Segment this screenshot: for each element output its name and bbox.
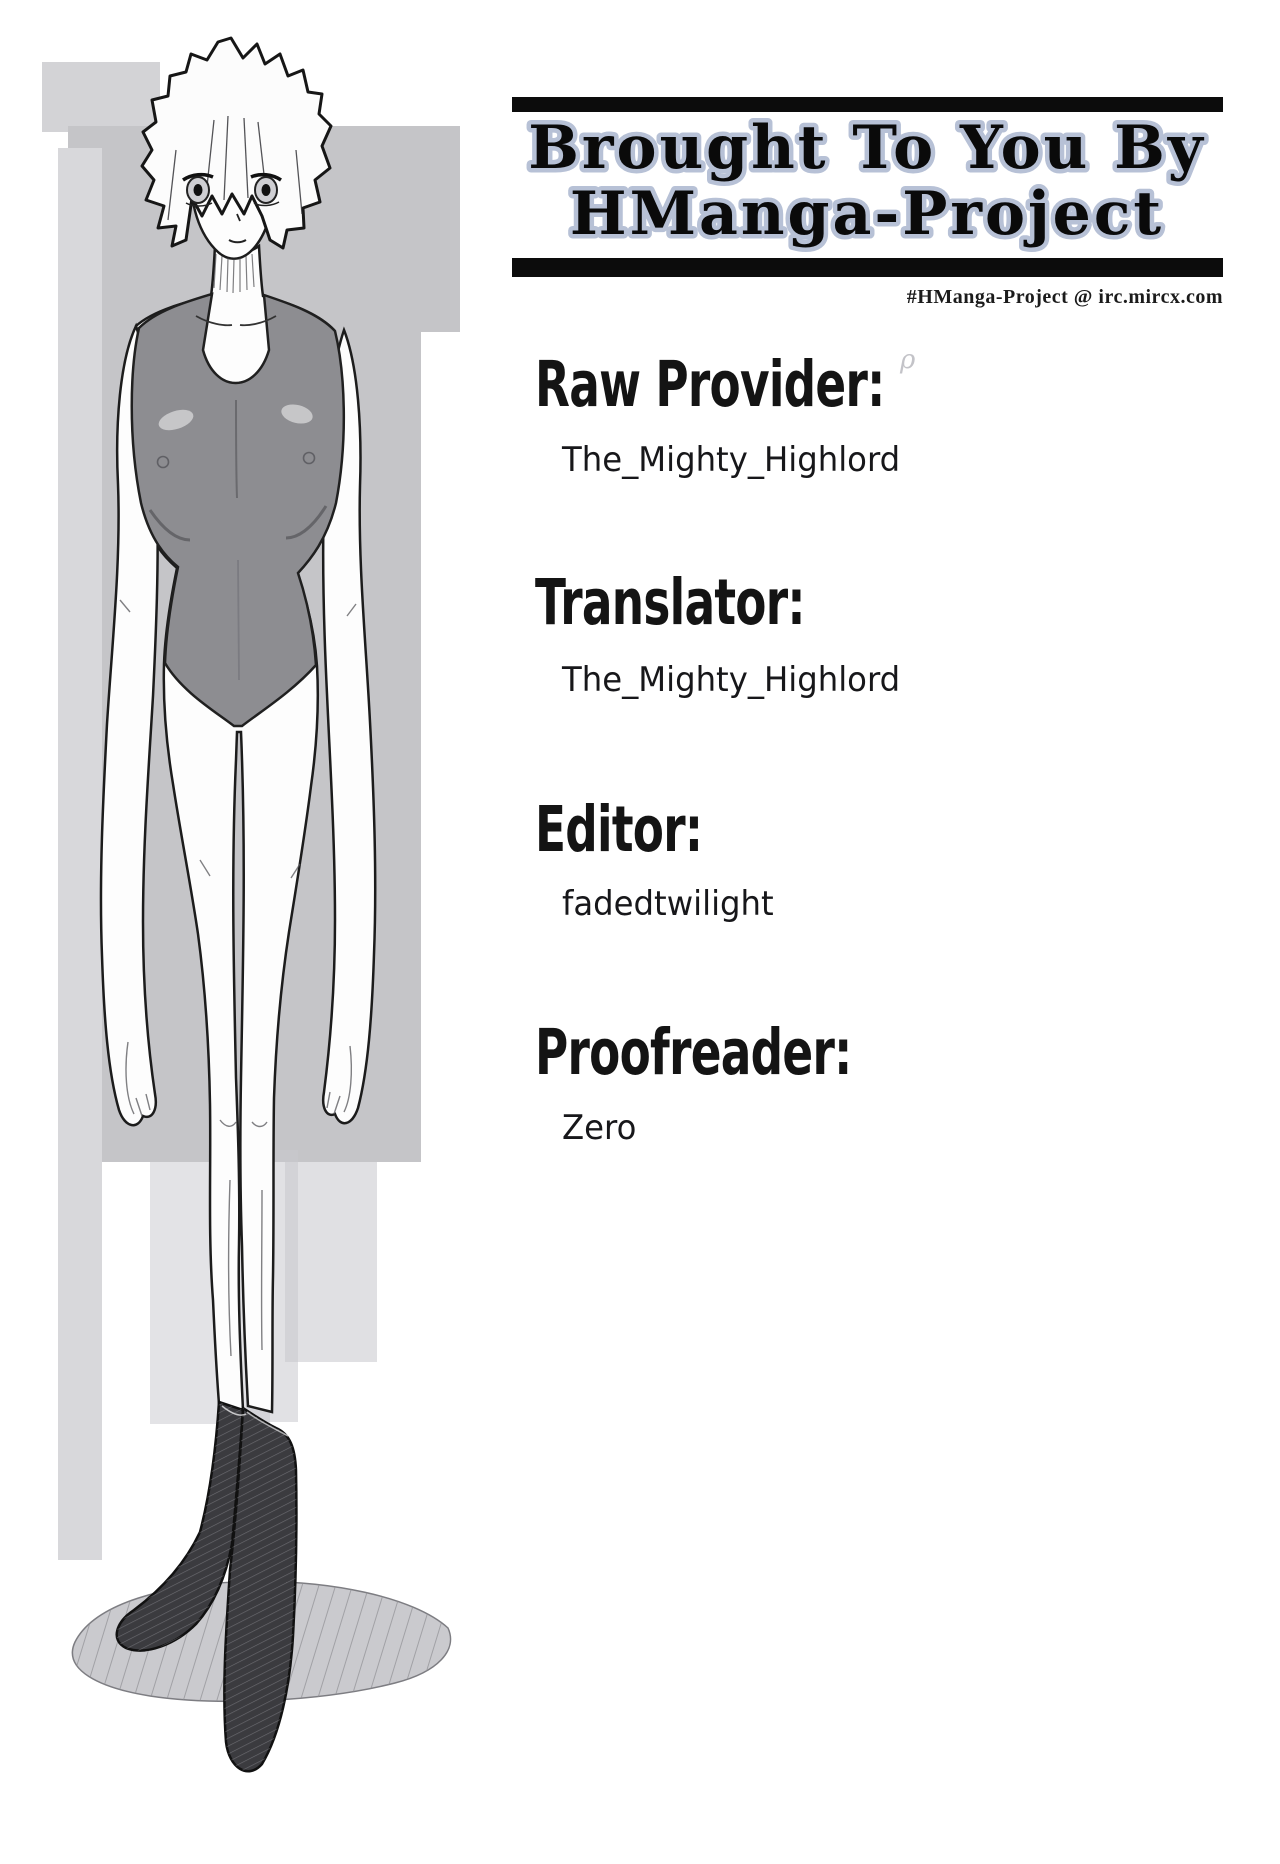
credit-role-raw-provider: Raw Provider:: [535, 348, 885, 421]
credit-name-translator: The_Mighty_Highlord: [562, 660, 901, 700]
banner-title-line2: HManga-Project: [569, 179, 1165, 249]
banner-top-rule: [512, 97, 1223, 112]
banner-title: [512, 112, 1223, 258]
credit-role-proofreader: Proofreader:: [535, 1016, 852, 1089]
socks: [117, 1402, 297, 1771]
banner-bottom-rule: [512, 258, 1223, 277]
credit-name-proofreader: Zero: [562, 1108, 637, 1148]
pencil-mark: ρ: [900, 345, 916, 375]
credit-role-translator: Translator:: [535, 566, 805, 639]
swimsuit-girl-illustration: [0, 0, 460, 1864]
irc-channel-note: #HManga-Project @ irc.mircx.com: [906, 286, 1223, 308]
banner-title-line1: Brought To You By: [528, 113, 1206, 183]
header-banner: [512, 97, 1223, 277]
credit-role-editor: Editor:: [535, 793, 703, 866]
credit-name-raw-provider: The_Mighty_Highlord: [562, 440, 901, 480]
credit-name-editor: fadedtwilight: [562, 884, 774, 924]
